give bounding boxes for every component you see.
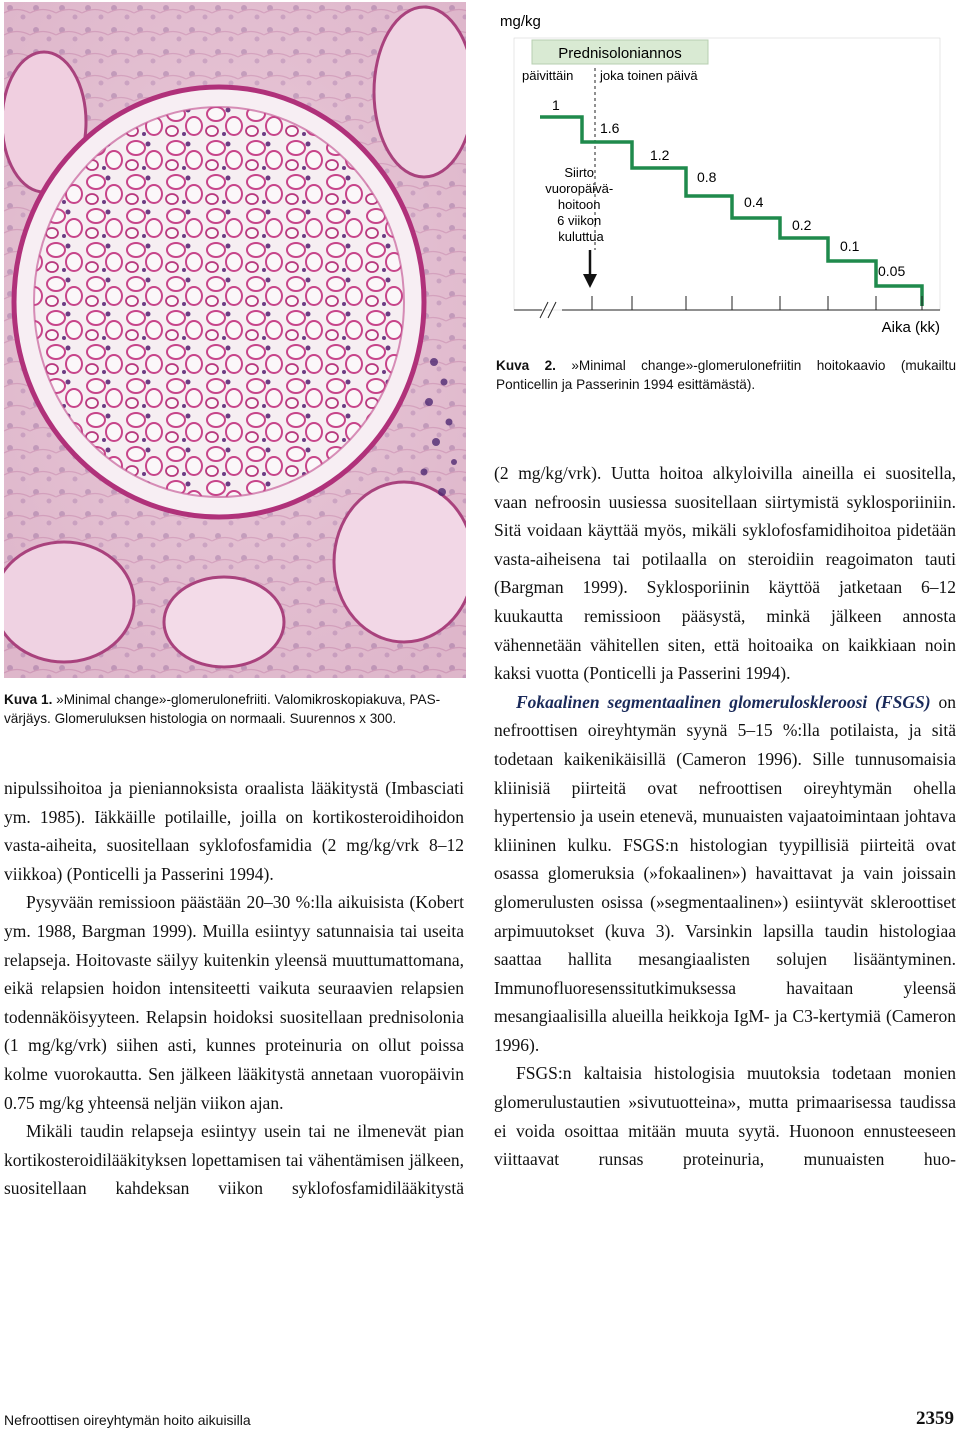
figure1-caption-label: Kuva 1. <box>4 692 53 707</box>
right-paragraph-3: FSGS:n kaltaisia histologisia muutoksia todetaan monien glomerulustautien »sivutuotteina», mutta primaarisessa taudissa ei voida osoittaa mitään muuta syytä. Huonoon ennusteeseen viittaavat runsas proteinuria, munuaisten huo- <box>494 1063 956 1170</box>
arrow-note-line-1: Siirto <box>564 165 594 180</box>
arrow-note-line-4: 6 viikon <box>557 213 602 228</box>
right-paragraph-2 <box>494 688 956 1060</box>
figure2-caption-text: »Minimal change»-glomerulonefriitin hoitokaavio (mukailtu Ponticellin ja Passerinin 1994 esittämästä). <box>496 358 957 392</box>
right-paragraph-1: (2 mg/kg/vrk). Uutta hoitoa alkyloivilla aineilla ei suositella, vaan nefroosin uusiessa suositellaan siirtymistä syklosporiiniin. Sitä voidaan käyttää myös, mikäli syklofosfamidihoitoa pidetään vasta-aiheisena tai potilaalla on steroidiin reagoimaton tauti (Bargman 1999). Syklosporiinin käyttöä jatketaan 6–12 kuukautta remissioon pääsystä, minkä jälkeen annosta vähennetään vähitellen siten, että hoitoaika on kaikkiaan noin kaksi vuotta (Ponticelli ja Passerini 1994). <box>494 463 956 684</box>
alternate-label: joka toinen päivä <box>600 68 698 83</box>
time-axis-label: Aika (kk) <box>881 319 940 336</box>
left-column <box>4 774 464 1203</box>
figure2-caption-label: Kuva 2. <box>496 358 556 373</box>
dosage-chart-svg <box>492 0 958 344</box>
figure1-caption <box>4 690 466 728</box>
arrow-note-line-2: vuoropäivä- <box>545 181 614 196</box>
step-label-6: 0.2 <box>792 217 812 233</box>
step-label-5: 0.4 <box>744 194 764 210</box>
page-number: 2359 <box>916 1408 954 1429</box>
micrograph-svg <box>4 2 466 678</box>
step-label-3: 1.2 <box>650 147 670 163</box>
left-paragraph-3: Mikäli taudin relapseja esiintyy usein tai ne ilmenevät pian kortikosteroidilääkityksen lopettamisen tai vähentämisen jälkeen, suositellaan kahdeksan viikon syklofosfamidilääkitystä <box>4 1121 464 1199</box>
arrow-note-line-3: hoitoon <box>557 197 601 212</box>
dosage-chart <box>492 0 958 344</box>
running-title: Nefroottisen oireyhtymän hoito aikuisilla <box>4 1412 251 1428</box>
left-paragraph-2: Pysyvään remissioon päästään 20–30 %:lla aikuisista (Kobert ym. 1988, Bargman 1999). Muilla esiintyy satunnaisia tai useita relapseja. Hoitovaste säilyy kuitenkin yleensä muuttumattomana, eikä relapsien hoidon intensiteetti vaikuta seuraavien relapsien todennäköisyyteen. Relapsin hoidoksi suositellaan prednisolonia (1 mg/kg/vrk) siihen asti, kunnes proteinuria on ollut poissa kolme vuorokautta. Sen jälkeen lääkitystä annetaan vuoropäivin 0.75 mg/kg yhteensä neljän viikon ajan. <box>4 892 464 1113</box>
figure1-caption-text: »Minimal change»-glomerulonefriiti. Valomikroskopiakuva, PAS-värjäys. Glomeruluksen histologia on normaali. Suurennos x 300. <box>4 692 441 726</box>
unit-label: mg/kg <box>500 13 541 30</box>
step-label-4: 0.8 <box>697 169 717 185</box>
arrow-note-line-5: kuluttua <box>558 229 604 244</box>
daily-label: päivittäin <box>522 68 574 83</box>
micrograph-image <box>4 2 466 678</box>
figure2-caption <box>496 356 956 394</box>
step-label-7: 0.1 <box>840 238 860 254</box>
step-label-2: 1.6 <box>600 120 620 136</box>
left-paragraph-1: nipulssihoitoa ja pieniannoksista oraalista lääkitystä (Imbasciati ym. 1985). Iäkkäille potilaille, joilla on kortikosteroidihoidon vasta-aiheita, suositellaan syklofosfamidia (2 mg/kg/vrk 8–12 viikkoa) (Ponticelli ja Passerini 1994). <box>4 778 464 884</box>
step-label-8: 0.05 <box>878 263 906 279</box>
fsgs-heading: Fokaalinen segmentaalinen glomeruloskleroosi (FSGS) <box>516 691 931 712</box>
dose-title: Prednisoloniannos <box>558 45 682 62</box>
right-paragraph-2-text: on nefroottisen oireyhtymän syynä 5–15 %:lla potilaista, ja sitä todetaan kaikenikäisillä (Cameron 1996). Sille tunnusomaisia kliinisiä piirteitä ovat nefroottisen oireyhtymän ohella hypertensio ja usein etenevä, munuaisten vajaatoimintaan johtava kliininen kulku. FSGS:n histologian tyypillisiä piirteitä ovat osassa glomeruksia (»fokaalinen») havaittavat ja vain joissain glomerulusten osissa (»segmentaalinen») esiintyvät skleroottiset arpimuutokset (kuva 3). Varsinkin lapsilla taudin histologiaa saattaa hallita mesangiaalisten solujen lisääntyminen. Immunofluoresenssitutkimuksessa havaitaan yleensä mesangiaalisilla alueilla heikkoja IgM- ja C3-kertymiä (Cameron 1996). <box>494 691 957 1055</box>
step-label-1: 1 <box>552 97 560 113</box>
right-column <box>494 459 956 1174</box>
